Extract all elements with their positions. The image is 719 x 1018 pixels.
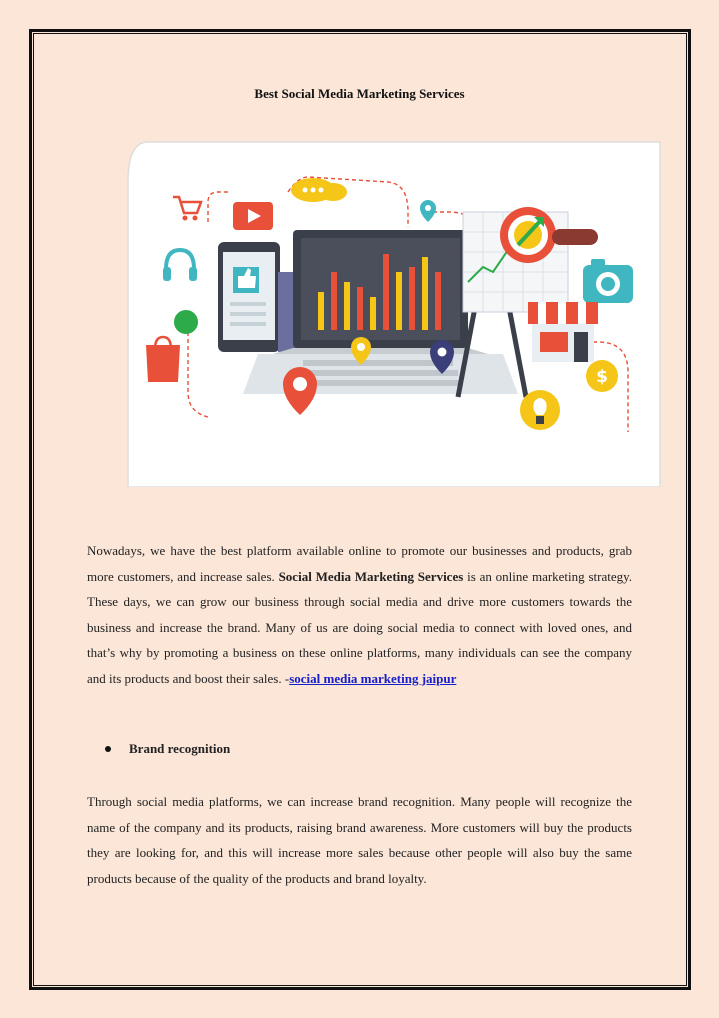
green-dot-icon [174, 310, 198, 334]
camera-icon [583, 259, 633, 303]
bullet-brand-recognition [105, 741, 230, 757]
document-title: Best Social Media Marketing Services [254, 86, 465, 101]
brand-recognition-paragraph: Through social media platforms, we can increase brand recognition. Many people will recognize the name of the company and its products, raising brand awareness. More customers will buy the products they are looking for, and this will increase more sales because other people will also buy the same products because of the quality of the products and brand loyalty. [87, 794, 632, 886]
intro-paragraph [87, 538, 632, 691]
intro-text-before: Nowadays, we have the best platform available online to promote our businesses and products, grab more customers, and increase sales. [87, 543, 632, 584]
dollar-coin-icon [586, 360, 618, 392]
jaipur-link[interactable]: social media marketing jaipur [289, 670, 457, 686]
dollar-symbol: $ [596, 367, 608, 387]
lightbulb-icon [520, 390, 560, 430]
store-icon [528, 302, 598, 362]
video-play-icon [233, 202, 273, 230]
intro-text-after: is an online marketing strategy. These days, we can grow our business through social media and drive more customers towards the business and increase the brand. Many of us are doing social media to connect with loved ones, and that’s why by promoting a business on these online platforms, many individuals can see the company and its products and boost their sales. - [87, 568, 633, 686]
bullet-dot-icon [105, 746, 111, 752]
hero-illustration [108, 132, 670, 487]
bullet-heading: Brand recognition [129, 741, 231, 756]
tablet-icon [218, 242, 280, 352]
intro-bold-phrase: Social Media Marketing Services [278, 568, 464, 584]
